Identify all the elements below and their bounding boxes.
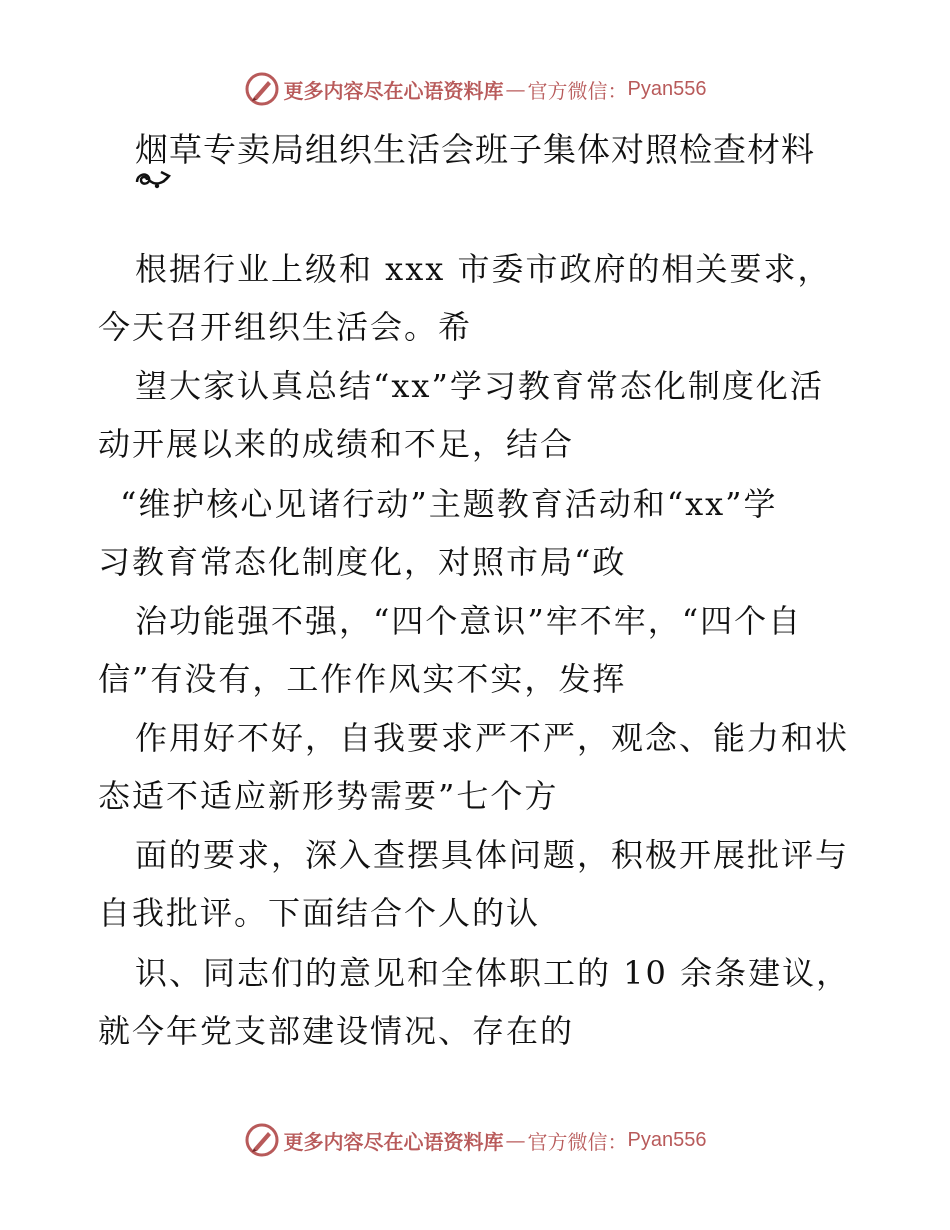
footer-watermark [0, 1118, 950, 1162]
watermark-site-text: 更多内容尽在心语资料库 [283, 78, 504, 103]
body-line: 自我批评。下面结合个人的认 [98, 894, 541, 932]
body-line: 作用好不好，自我要求严不严，观念、能力和状 [135, 719, 850, 757]
watermark-wechat-id: Pyan556 [627, 1128, 707, 1151]
body-line: 面的要求，深入查摆具体问题，积极开展批评与 [135, 836, 850, 874]
header-watermark [0, 67, 950, 111]
body-line: 识、同志们的意见和全体职工的 10 余条建议， [135, 954, 851, 992]
body-line: 习教育常态化制度化，对照市局“政 [98, 543, 627, 581]
body-line: 治功能强不强，“四个意识”牢不牢，“四个自 [135, 602, 803, 640]
watermark-dash: — [505, 1128, 526, 1152]
ornament-flourish-icon [133, 166, 173, 192]
body-line: 就今年党支部建设情况、存在的 [98, 1012, 575, 1050]
pen-logo-icon [244, 71, 280, 107]
body-line: 态适不适应新形势需要”七个方 [98, 777, 559, 815]
body-line: “维护核心见诸行动”主题教育活动和“xx”学 [120, 485, 778, 523]
body-line: 望大家认真总结“xx”学习教育常态化制度化活 [135, 367, 824, 405]
watermark-wechat-label: 官方微信： [527, 78, 628, 103]
watermark-wechat-label: 官方微信： [527, 1129, 628, 1154]
body-line: 动开展以来的成绩和不足，结合 [98, 425, 575, 463]
watermark-dash: — [505, 77, 526, 101]
body-line: 根据行业上级和 xxx 市委市政府的相关要求， [135, 250, 832, 288]
body-line: 今天召开组织生活会。希 [98, 308, 473, 346]
pen-logo-icon [244, 1122, 280, 1158]
document-title: 烟草专卖局组织生活会班子集体对照检查材料 [135, 130, 815, 169]
watermark-site-text: 更多内容尽在心语资料库 [283, 1129, 504, 1154]
body-line: 信”有没有，工作作风实不实，发挥 [98, 660, 627, 698]
watermark-wechat-id: Pyan556 [627, 77, 707, 100]
